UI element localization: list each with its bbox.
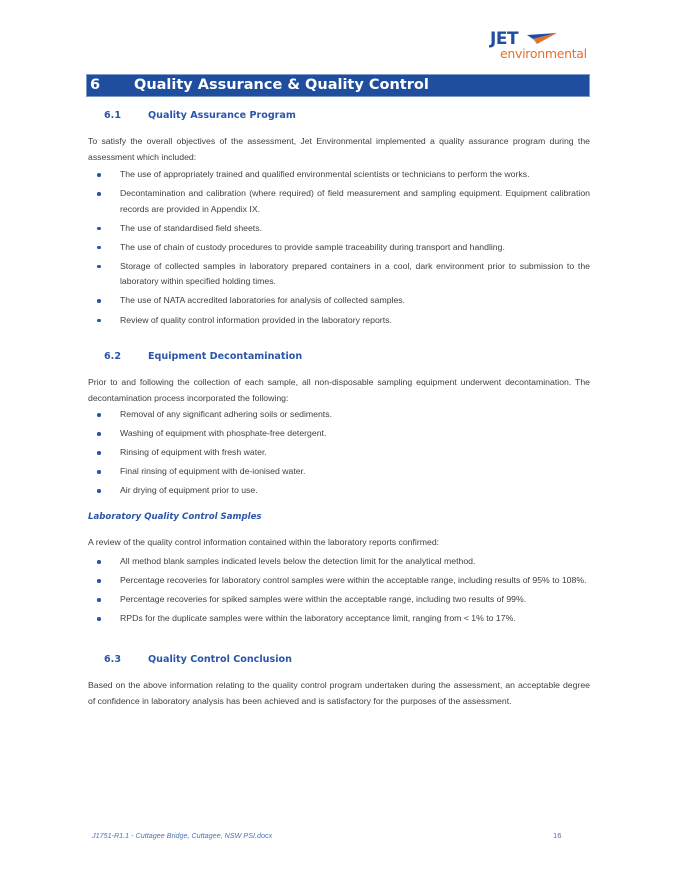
subsection-heading-6-2 — [104, 351, 302, 362]
decontamination-list — [88, 407, 590, 502]
section-number: 6 — [90, 77, 101, 93]
footer-document-name: J1751-R1.1 - Cuttagee Bridge, Cuttagee, NSW PSI.docx — [92, 831, 273, 840]
bullet-icon — [97, 265, 101, 269]
subsection-heading-6-3 — [104, 654, 292, 665]
bullet-icon — [97, 579, 101, 583]
subsection-number: 6.3 — [104, 654, 121, 665]
bullet-icon — [97, 470, 101, 474]
subsection-title: Equipment Decontamination — [148, 351, 303, 362]
bullet-icon — [97, 173, 101, 177]
section-title: Quality Assurance & Quality Control — [134, 77, 429, 93]
bullet-icon — [97, 227, 101, 231]
bullet-icon — [97, 432, 101, 436]
bullet-icon — [97, 413, 101, 417]
list-item: Storage of collected samples in laboratory prepared containers in a cool, dark environment prior to submission to the laboratory within specified holding times. — [88, 259, 590, 290]
subsection-number: 6.1 — [104, 110, 121, 121]
bullet-icon — [97, 319, 101, 323]
list-item: The use of NATA accredited laboratories for analysis of collected samples. — [88, 293, 590, 309]
lab-qc-heading: Laboratory Quality Control Samples — [88, 512, 262, 522]
list-item: Decontamination and calibration (where required) of field measurement and sampling equipment. Equipment calibration records are provided in Appendix IX. — [88, 186, 590, 217]
lab-qc-list — [88, 554, 590, 630]
bullet-icon — [97, 617, 101, 621]
bullet-icon — [97, 451, 101, 455]
list-item: Percentage recoveries for spiked samples were within the acceptable range, including two results of 99%. — [88, 592, 590, 608]
bullet-icon — [97, 489, 101, 493]
list-item: The use of chain of custody procedures to provide sample traceability during transport and handling. — [88, 240, 590, 256]
list-item: Review of quality control information provided in the laboratory reports. — [88, 313, 590, 329]
bullet-icon — [97, 598, 101, 602]
subsection-title: Quality Control Conclusion — [148, 654, 292, 665]
company-logo — [487, 30, 592, 64]
list-item: All method blank samples indicated levels below the detection limit for the analytical method. — [88, 554, 590, 570]
subsection-number: 6.2 — [104, 351, 121, 362]
qc-conclusion-body: Based on the above information relating to the quality control program undertaken during the assessment, an acceptable degree of confidence in laboratory analysis has been achieved and is satisfactory for the purposes of the assessment. — [88, 680, 590, 706]
logo-brand-text: JET — [490, 29, 519, 49]
logo-subtitle-text: environmental — [500, 46, 587, 61]
list-item: Final rinsing of equipment with de-ionised water. — [88, 464, 590, 480]
lab-qc-intro: A review of the quality control information contained within the laboratory reports confirmed: — [88, 537, 440, 547]
list-item: Percentage recoveries for laboratory control samples were within the acceptable range, including results of 95% to 108%. — [88, 573, 590, 589]
decontamination-intro: Prior to and following the collection of each sample, all non-disposable sampling equipment underwent decontamination. The decontamination process incorporated the following: — [88, 377, 590, 403]
list-item: The use of standardised field sheets. — [88, 221, 590, 237]
qa-program-intro: To satisfy the overall objectives of the assessment, Jet Environmental implemented a quality assurance program during the assessment which included: — [88, 136, 590, 162]
list-item: The use of appropriately trained and qualified environmental scientists or technicians to perform the works. — [88, 167, 590, 183]
list-item: RPDs for the duplicate samples were within the laboratory acceptance limit, ranging from < 1% to 17%. — [88, 611, 590, 627]
paper-plane-icon — [527, 33, 557, 45]
footer-page-number: 16 — [553, 831, 562, 840]
list-item: Rinsing of equipment with fresh water. — [88, 445, 590, 461]
subsection-heading-6-1 — [104, 110, 296, 121]
subsection-title: Quality Assurance Program — [148, 110, 296, 121]
list-item: Removal of any significant adhering soils or sediments. — [88, 407, 590, 423]
section-heading — [86, 74, 590, 97]
list-item: Washing of equipment with phosphate-free detergent. — [88, 426, 590, 442]
qa-program-list — [88, 167, 590, 332]
bullet-icon — [97, 560, 101, 564]
bullet-icon — [97, 192, 101, 196]
list-item: Air drying of equipment prior to use. — [88, 483, 590, 499]
bullet-icon — [97, 299, 101, 303]
bullet-icon — [97, 246, 101, 250]
